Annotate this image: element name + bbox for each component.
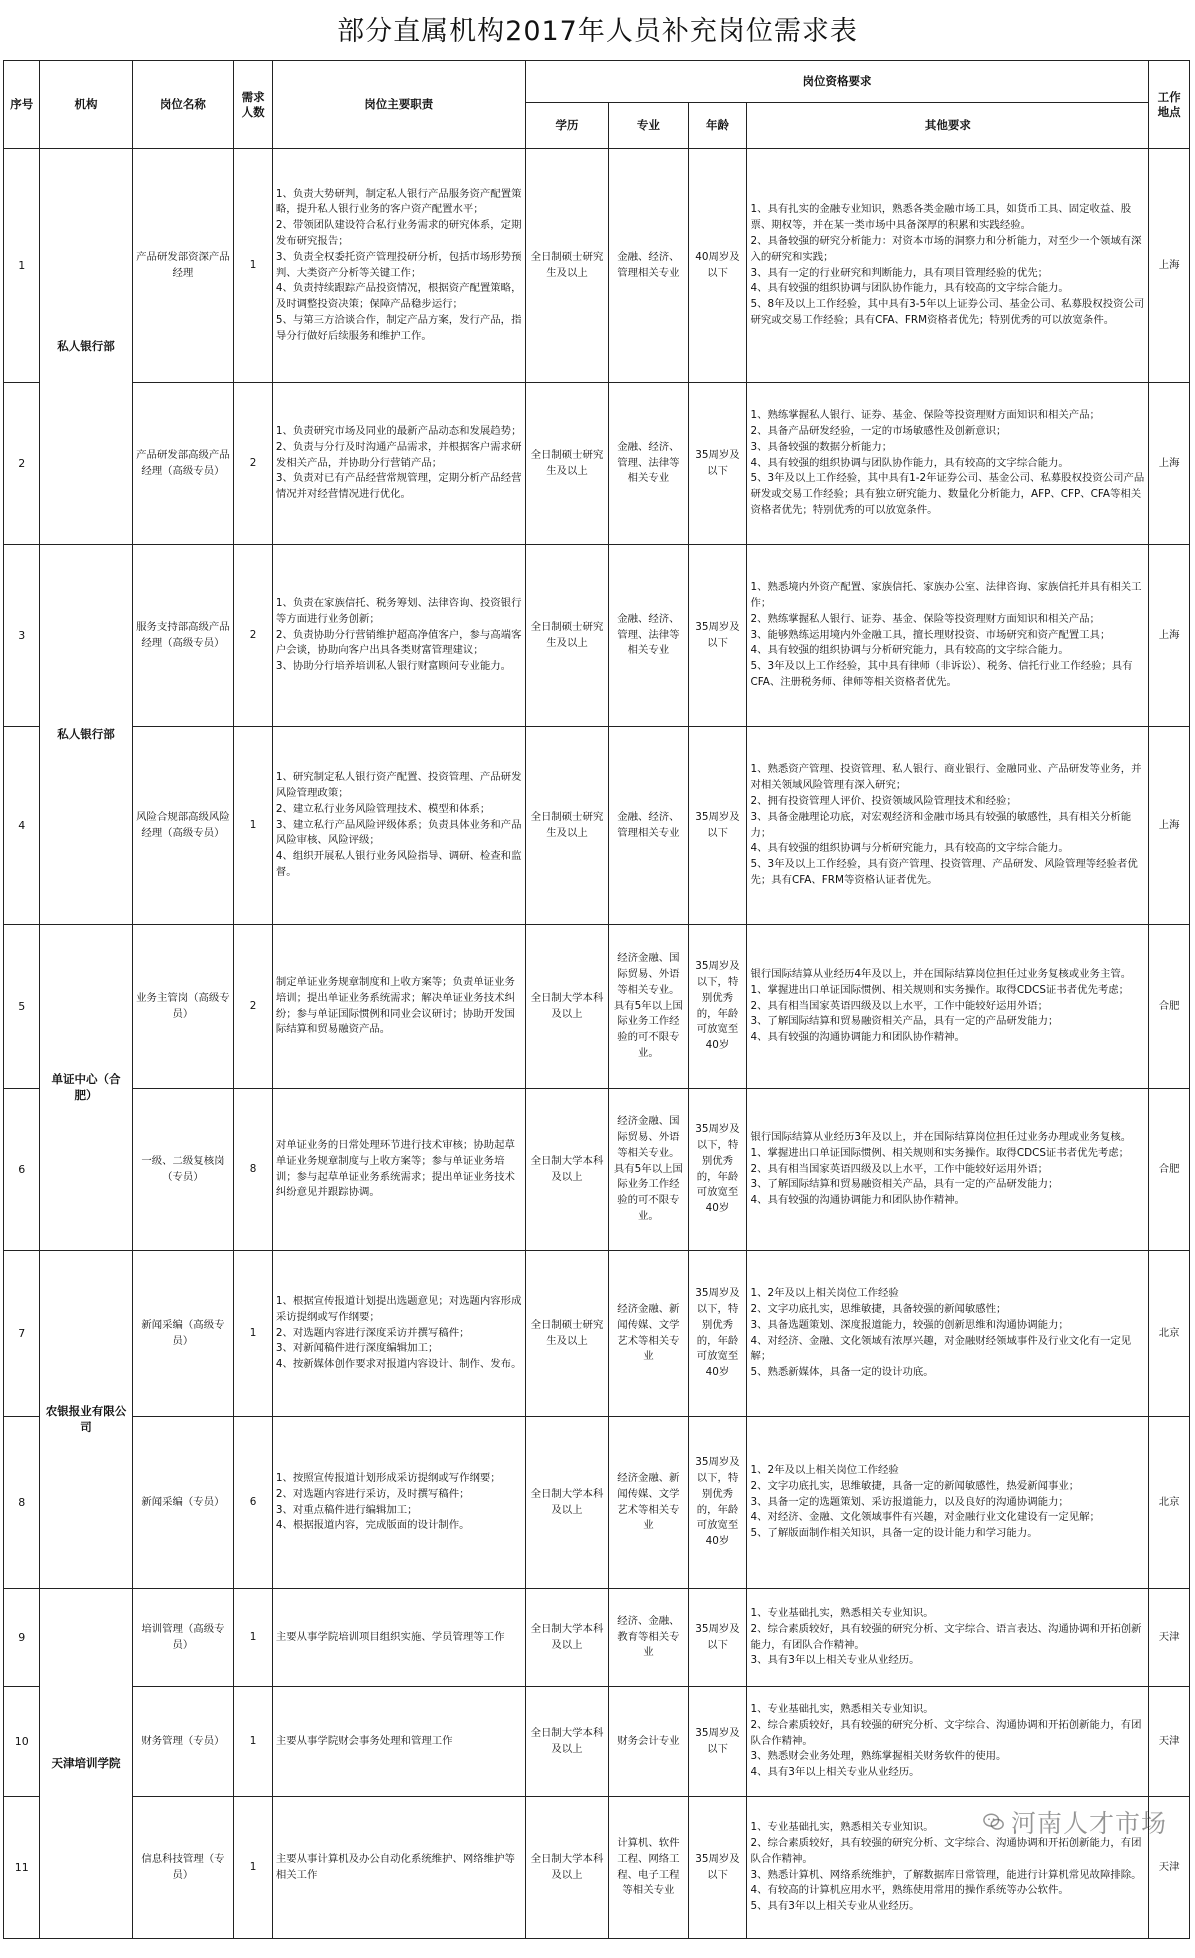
cell-age: 35周岁及以下 — [688, 1797, 747, 1939]
table-row — [4, 545, 1190, 727]
header-education: 学历 — [525, 103, 609, 149]
cell-location: 合肥 — [1149, 1089, 1190, 1251]
cell-age: 35周岁及以下，特别优秀的，年龄可放宽至40岁 — [688, 925, 747, 1089]
cell-education: 全日制硕士研究生及以上 — [525, 545, 609, 727]
cell-count: 6 — [234, 1417, 273, 1589]
cell-post: 新闻采编（专员） — [132, 1417, 234, 1589]
cell-duty: 对单证业务的日常处理环节进行技术审核；协助起草单证业务规章制度与上收方案等；参与单证业务培训；参与起草单证业务系统需求；提出单证业务技术纠纷意见并跟踪协调。 — [272, 1089, 525, 1251]
cell-education: 全日制大学本科及以上 — [525, 1589, 609, 1687]
table-row — [4, 383, 1190, 545]
cell-seq: 11 — [4, 1797, 40, 1939]
cell-other: 1、熟悉资产管理、投资管理、私人银行、商业银行、金融同业、产品研发等业务，并对相关领域风险管理有深入研究； 2、拥有投资管理人评价、投资领域风险管理技术和经验； 3、具备金融理论功底，对宏观经济和金融市场具有较强的敏感性，具有相关分析能力； 4、具有较强的组织协调与分析研究能力，具有较高的文字综合能力。 5、3年及以上工作经验，具有资产管理、投资管理、产品研发、风险管理等经验者优先；具有CFA、FRM等资格认证者优先。 — [747, 727, 1149, 925]
cell-major: 经济、金融、教育等相关专业 — [609, 1589, 688, 1687]
cell-duty: 1、按照宣传报道计划形成采访提纲或写作纲要； 2、对选题内容进行采访，及时撰写稿件； 3、对重点稿件进行编辑加工； 4、根据报道内容，完成版面的设计制作。 — [272, 1417, 525, 1589]
cell-post: 风险合规部高级风险经理（高级专员） — [132, 727, 234, 925]
table-row — [4, 149, 1190, 383]
cell-org: 单证中心（合肥） — [40, 925, 132, 1251]
cell-seq: 3 — [4, 545, 40, 727]
cell-count: 1 — [234, 1687, 273, 1797]
cell-count: 1 — [234, 149, 273, 383]
cell-education: 全日制大学本科及以上 — [525, 1417, 609, 1589]
cell-other: 1、专业基础扎实，熟悉相关专业知识。 2、综合素质较好，具有较强的研究分析、文字综合、沟通协调和开拓创新能力，有团队合作精神。 3、熟悉计算机、网络系统维护，了解数据库日常管理，能进行计算机常见故障排除。 4、有较高的计算机应用水平，熟练使用常用的操作系统等办公软件。 5、具有3年以上相关专业从业经历。 — [747, 1797, 1149, 1939]
cell-location: 上海 — [1149, 545, 1190, 727]
cell-duty: 主要从事计算机及办公自动化系统维护、网络维护等相关工作 — [272, 1797, 525, 1939]
cell-age: 35周岁及以下 — [688, 1589, 747, 1687]
cell-education: 全日制硕士研究生及以上 — [525, 383, 609, 545]
cell-major: 经济金融、新闻传媒、文学艺术等相关专业 — [609, 1417, 688, 1589]
cell-location: 北京 — [1149, 1417, 1190, 1589]
cell-other: 银行国际结算从业经历4年及以上，并在国际结算岗位担任过业务复核或业务主管。 1、掌握进出口单证国际惯例、相关规则和实务操作。取得CDCS证书者优先考虑； 2、具有相当国家英语四级及以上水平，工作中能较好运用外语； 3、了解国际结算和贸易融资相关产品，具有一定的产品研发能力； 4、具有较强的沟通协调能力和团队协作精神。 — [747, 925, 1149, 1089]
cell-education: 全日制硕士研究生及以上 — [525, 149, 609, 383]
wechat-icon — [983, 1811, 1005, 1833]
cell-post: 产品研发部高级产品经理（高级专员） — [132, 383, 234, 545]
cell-duty: 1、负责大势研判，制定私人银行产品服务资产配置策略，提升私人银行业务的客户资产配置水平； 2、带领团队建设符合私行业务需求的研究体系，定期发布研究报告； 3、负责全权委托资产管理投研分析，包括市场形势预判、大类资产分析等关键工作； 4、负责持续跟踪产品投资情况，根据资产配置策略，及时调整投资决策；保障产品稳步运行； 5、与第三方洽谈合作，制定产品方案，发行产品，指导分行做好后续服务和维护工作。 — [272, 149, 525, 383]
table-row — [4, 925, 1190, 1089]
cell-seq: 2 — [4, 383, 40, 545]
table-row — [4, 1687, 1190, 1797]
cell-count: 8 — [234, 1089, 273, 1251]
cell-count: 2 — [234, 925, 273, 1089]
cell-other: 1、熟练掌握私人银行、证券、基金、保险等投资理财方面知识和相关产品； 2、具备产品研发经验，一定的市场敏感性及创新意识； 3、具备较强的数据分析能力； 4、具有较强的组织协调与团队协作能力，具有较高的文字综合能力。 5、3年及以上工作经验，其中具有1-2年证券公司、基金公司、私募股权投资公司产品研发或交易工作经验；具有独立研究能力、数量化分析能力，AFP、CFP、CFA等相关资格者优先；特别优秀的可以放宽条件。 — [747, 383, 1149, 545]
cell-duty: 1、负责研究市场及同业的最新产品动态和发展趋势； 2、负责与分行及时沟通产品需求，并根据客户需求研发相关产品，并协助分行营销产品； 3、负责对已有产品经营常规管理，定期分析产品经营情况并对经营情况进行优化。 — [272, 383, 525, 545]
cell-count: 1 — [234, 1797, 273, 1939]
watermark — [983, 1804, 1167, 1840]
cell-count: 2 — [234, 545, 273, 727]
cell-post: 业务主管岗（高级专员） — [132, 925, 234, 1089]
cell-other: 1、2年及以上相关岗位工作经验 2、文字功底扎实，思维敏捷，具备较强的新闻敏感性； 3、具备选题策划、深度报道能力，较强的创新思维和沟通协调能力； 4、对经济、金融、文化领域有浓厚兴趣，对金融财经领域事件及行业文化有一定见解； 5、熟悉新媒体，具备一定的设计功底。 — [747, 1251, 1149, 1417]
cell-education: 全日制大学本科及以上 — [525, 1797, 609, 1939]
cell-location: 上海 — [1149, 383, 1190, 545]
cell-major: 金融、经济、管理、法律等相关专业 — [609, 383, 688, 545]
header-location: 工作地点 — [1149, 61, 1190, 149]
cell-major: 金融、经济、管理相关专业 — [609, 727, 688, 925]
cell-other: 1、专业基础扎实，熟悉相关专业知识。 2、综合素质较好，具有较强的研究分析、文字综合、沟通协调和开拓创新能力，有团队合作精神。 3、熟悉财会业务处理，熟练掌握相关财务软件的使用。 4、具有3年以上相关专业从业经历。 — [747, 1687, 1149, 1797]
cell-count: 1 — [234, 1589, 273, 1687]
cell-major: 经济金融、新闻传媒、文学艺术等相关专业 — [609, 1251, 688, 1417]
cell-age: 35周岁及以下，特别优秀的，年龄可放宽至40岁 — [688, 1089, 747, 1251]
header-duty: 岗位主要职责 — [272, 61, 525, 149]
cell-duty: 1、研究制定私人银行资产配置、投资管理、产品研发风险管理政策； 2、建立私行业务风险管理技术、模型和体系； 3、建立私行产品风险评级体系；负责具体业务和产品风险审核、风险评级； 4、组织开展私人银行业务风险指导、调研、检查和监督。 — [272, 727, 525, 925]
table-row — [4, 1089, 1190, 1251]
cell-age: 35周岁及以下 — [688, 383, 747, 545]
cell-major: 金融、经济、管理、法律等相关专业 — [609, 545, 688, 727]
cell-age: 35周岁及以下 — [688, 1687, 747, 1797]
cell-location: 天津 — [1149, 1589, 1190, 1687]
cell-major: 经济金融、国际贸易、外语等相关专业。具有5年以上国际业务工作经验的可不限专业。 — [609, 925, 688, 1089]
cell-count: 2 — [234, 383, 273, 545]
table-row — [4, 727, 1190, 925]
cell-age: 40周岁及以下 — [688, 149, 747, 383]
cell-seq: 8 — [4, 1417, 40, 1589]
cell-major: 计算机、软件工程、网络工程、电子工程等相关专业 — [609, 1797, 688, 1939]
watermark-text: 河南人才市场 — [1010, 1809, 1167, 1838]
cell-other: 1、具有扎实的金融专业知识，熟悉各类金融市场工具，如货币工具、固定收益、股票、期权等，并在某一类市场中具备深厚的积累和实践经验。 2、具备较强的研究分析能力：对资本市场的洞察力和分析能力，对至少一个领域有深入的研究和实践； 3、具有一定的行业研究和判断能力，具有项目管理经验的优先； 4、具有较强的组织协调与团队协作能力，具有较高的文字综合能力。 5、8年及以上工作经验，其中具有3-5年以上证券公司、基金公司、私募股权投资公司研究或交易工作经验；具有CFA、FRM资格者优先；特别优秀的可以放宽条件。 — [747, 149, 1149, 383]
job-requirements-table — [3, 60, 1190, 1939]
table-row — [4, 1417, 1190, 1589]
cell-seq: 7 — [4, 1251, 40, 1417]
cell-org: 农银报业有限公司 — [40, 1251, 132, 1589]
cell-major: 经济金融、国际贸易、外语等相关专业。具有5年以上国际业务工作经验的可不限专业。 — [609, 1089, 688, 1251]
cell-major: 金融、经济、管理相关专业 — [609, 149, 688, 383]
cell-education: 全日制硕士研究生及以上 — [525, 727, 609, 925]
cell-post: 一级、二级复核岗（专员） — [132, 1089, 234, 1251]
cell-seq: 10 — [4, 1687, 40, 1797]
cell-other: 1、2年及以上相关岗位工作经验 2、文字功底扎实，思维敏捷，具备一定的新闻敏感性，热爱新闻事业； 3、具备一定的选题策划、采访报道能力，以及良好的沟通协调能力； 4、对经济、金融、文化领域事件有兴趣，对金融行业文化建设有一定见解； 5、了解版面制作相关知识，具备一定的设计能力和学习能力。 — [747, 1417, 1149, 1589]
cell-duty: 1、负责在家族信托、税务筹划、法律咨询、投资银行等方面进行业务创新； 2、负责协助分行营销维护超高净值客户，参与高端客户会谈，协助向客户出具各类财富管理建议； 3、协助分行培养培训私人银行财富顾问专业能力。 — [272, 545, 525, 727]
cell-post: 信息科技管理（专员） — [132, 1797, 234, 1939]
cell-count: 1 — [234, 727, 273, 925]
cell-duty: 制定单证业务规章制度和上收方案等；负责单证业务培训；提出单证业务系统需求；解决单证业务技术纠纷；参与单证国际惯例和同业会议研讨；协助开发国际结算和贸易融资产品。 — [272, 925, 525, 1089]
header-seq: 序号 — [4, 61, 40, 149]
cell-seq: 5 — [4, 925, 40, 1089]
header-count: 需求人数 — [234, 61, 273, 149]
cell-duty: 主要从事学院培训项目组织实施、学员管理等工作 — [272, 1589, 525, 1687]
header-other: 其他要求 — [747, 103, 1149, 149]
cell-post: 培训管理（高级专员） — [132, 1589, 234, 1687]
table-row — [4, 1251, 1190, 1417]
cell-education: 全日制硕士研究生及以上 — [525, 1251, 609, 1417]
cell-other: 1、熟悉境内外资产配置、家族信托、家族办公室、法律咨询、家族信托并具有相关工作； 2、熟练掌握私人银行、证券、基金、保险等投资理财方面知识和相关产品； 3、能够熟练运用境内外金融工具，擅长理财投资、市场研究和资产配置工具； 4、具有较强的组织协调与分析研究能力，具有较高的文字综合能力。 5、3年及以上工作经验，其中具有律师（非诉讼）、税务、信托行业工作经验；具有CFA、注册税务师、律师等相关资格者优先。 — [747, 545, 1149, 727]
cell-org: 天津培训学院 — [40, 1589, 132, 1939]
header-org: 机构 — [40, 61, 132, 149]
header-post: 岗位名称 — [132, 61, 234, 149]
cell-seq: 9 — [4, 1589, 40, 1687]
cell-duty: 主要从事学院财会事务处理和管理工作 — [272, 1687, 525, 1797]
cell-education: 全日制大学本科及以上 — [525, 1089, 609, 1251]
cell-age: 35周岁及以下，特别优秀的，年龄可放宽至40岁 — [688, 1417, 747, 1589]
cell-post: 产品研发部资深产品经理 — [132, 149, 234, 383]
cell-education: 全日制大学本科及以上 — [525, 1687, 609, 1797]
cell-post: 新闻采编（高级专员） — [132, 1251, 234, 1417]
cell-location: 北京 — [1149, 1251, 1190, 1417]
cell-age: 35周岁及以下 — [688, 727, 747, 925]
page-title: 部分直属机构2017年人员补充岗位需求表 — [337, 16, 858, 47]
cell-seq: 6 — [4, 1089, 40, 1251]
cell-location: 天津 — [1149, 1797, 1190, 1939]
cell-location: 合肥 — [1149, 925, 1190, 1089]
cell-count: 1 — [234, 1251, 273, 1417]
cell-seq: 1 — [4, 149, 40, 383]
cell-location: 上海 — [1149, 727, 1190, 925]
cell-major: 财务会计专业 — [609, 1687, 688, 1797]
cell-org: 私人银行部 — [40, 545, 132, 925]
cell-age: 35周岁及以下，特别优秀的，年龄可放宽至40岁 — [688, 1251, 747, 1417]
table-row — [4, 1589, 1190, 1687]
cell-education: 全日制大学本科及以上 — [525, 925, 609, 1089]
cell-age: 35周岁及以下 — [688, 545, 747, 727]
cell-location: 上海 — [1149, 149, 1190, 383]
header-major: 专业 — [609, 103, 688, 149]
cell-other: 银行国际结算从业经历3年及以上，并在国际结算岗位担任过业务办理或业务复核。 1、掌握进出口单证国际惯例、相关规则和实务操作。取得CDCS证书者优先考虑； 2、具有相当国家英语四级及以上水平，工作中能较好运用外语； 3、了解国际结算和贸易融资相关产品，具有一定的产品研发能力； 4、具有较强的沟通协调能力和团队协作精神。 — [747, 1089, 1149, 1251]
header-qualification: 岗位资格要求 — [525, 61, 1149, 103]
cell-location: 天津 — [1149, 1687, 1190, 1797]
cell-post: 财务管理（专员） — [132, 1687, 234, 1797]
cell-post: 服务支持部高级产品经理（高级专员） — [132, 545, 234, 727]
header-age: 年龄 — [688, 103, 747, 149]
cell-other: 1、专业基础扎实，熟悉相关专业知识。 2、综合素质较好，具有较强的研究分析、文字综合、语言表达、沟通协调和开拓创新能力，有团队合作精神。 3、具有3年以上相关专业从业经历。 — [747, 1589, 1149, 1687]
cell-duty: 1、根据宣传报道计划提出选题意见；对选题内容形成采访提纲或写作纲要； 2、对选题内容进行深度采访并撰写稿件； 3、对新闻稿件进行深度编辑加工； 4、按新媒体创作要求对报道内容设计、制作、发布。 — [272, 1251, 525, 1417]
cell-org: 私人银行部 — [40, 149, 132, 545]
cell-seq: 4 — [4, 727, 40, 925]
